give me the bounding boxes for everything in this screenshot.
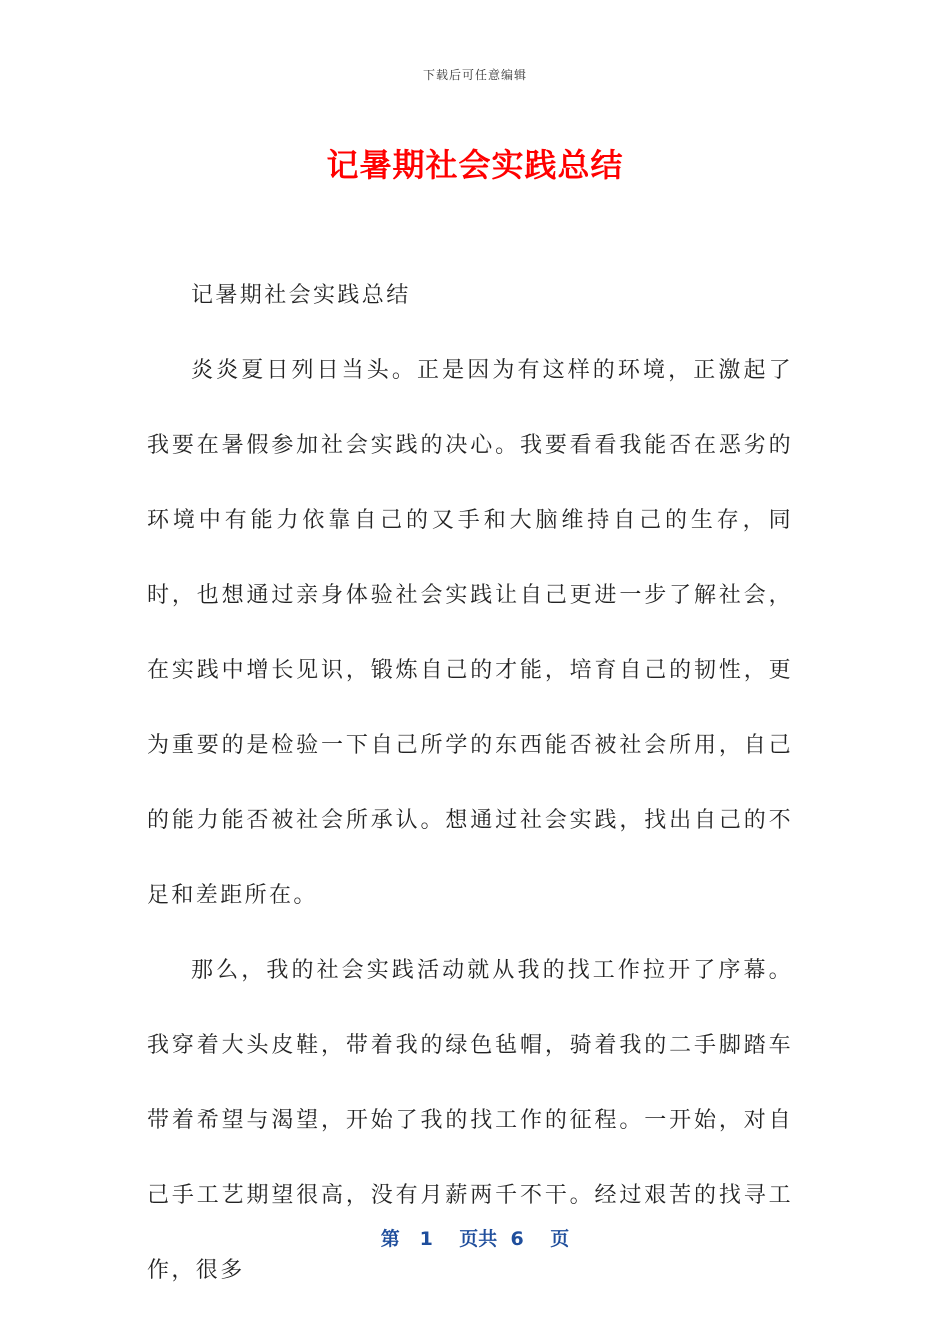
page-label-prefix: 第 (380, 1228, 400, 1250)
page-footer (0, 1224, 950, 1251)
paragraph: 那么，我的社会实践活动就从我的找工作拉开了序幕。我穿着大头皮鞋，带着我的绿色毡帽，骑着我的二手脚踏车带着希望与渴望，开始了我的找工作的征程。一开始，对自己手工艺期望很高，没有月薪两千不干。经过艰苦的找寻工作，很多 (147, 958, 793, 1283)
document-body (147, 258, 793, 1308)
current-page-number: 1 (419, 1228, 433, 1250)
paragraph: 炎炎夏日列日当头。正是因为有这样的环境，正激起了我要在暑假参加社会实践的决心。我要看看我能否在恶劣的环境中有能力依靠自己的又手和大脑维持自己的生存，同时，也想通过亲身体验社会实践让自己更进一步了解社会，在实践中增长见识，锻炼自己的才能，培育自己的韧性，更为重要的是检验一下自己所学的东西能否被社会所用，自己的能力能否被社会所承认。想通过社会实践，找出自己的不足和差距所在。 (147, 358, 793, 908)
header-note: 下载后可任意编辑 (422, 68, 527, 82)
page-label-suffix: 页 (550, 1228, 570, 1250)
total-pages-number: 6 (510, 1228, 524, 1250)
page-label-middle: 页共 (459, 1228, 498, 1250)
paragraph: 记暑期社会实践总结 (191, 283, 411, 308)
document-title: 记暑期社会实践总结 (326, 146, 624, 184)
